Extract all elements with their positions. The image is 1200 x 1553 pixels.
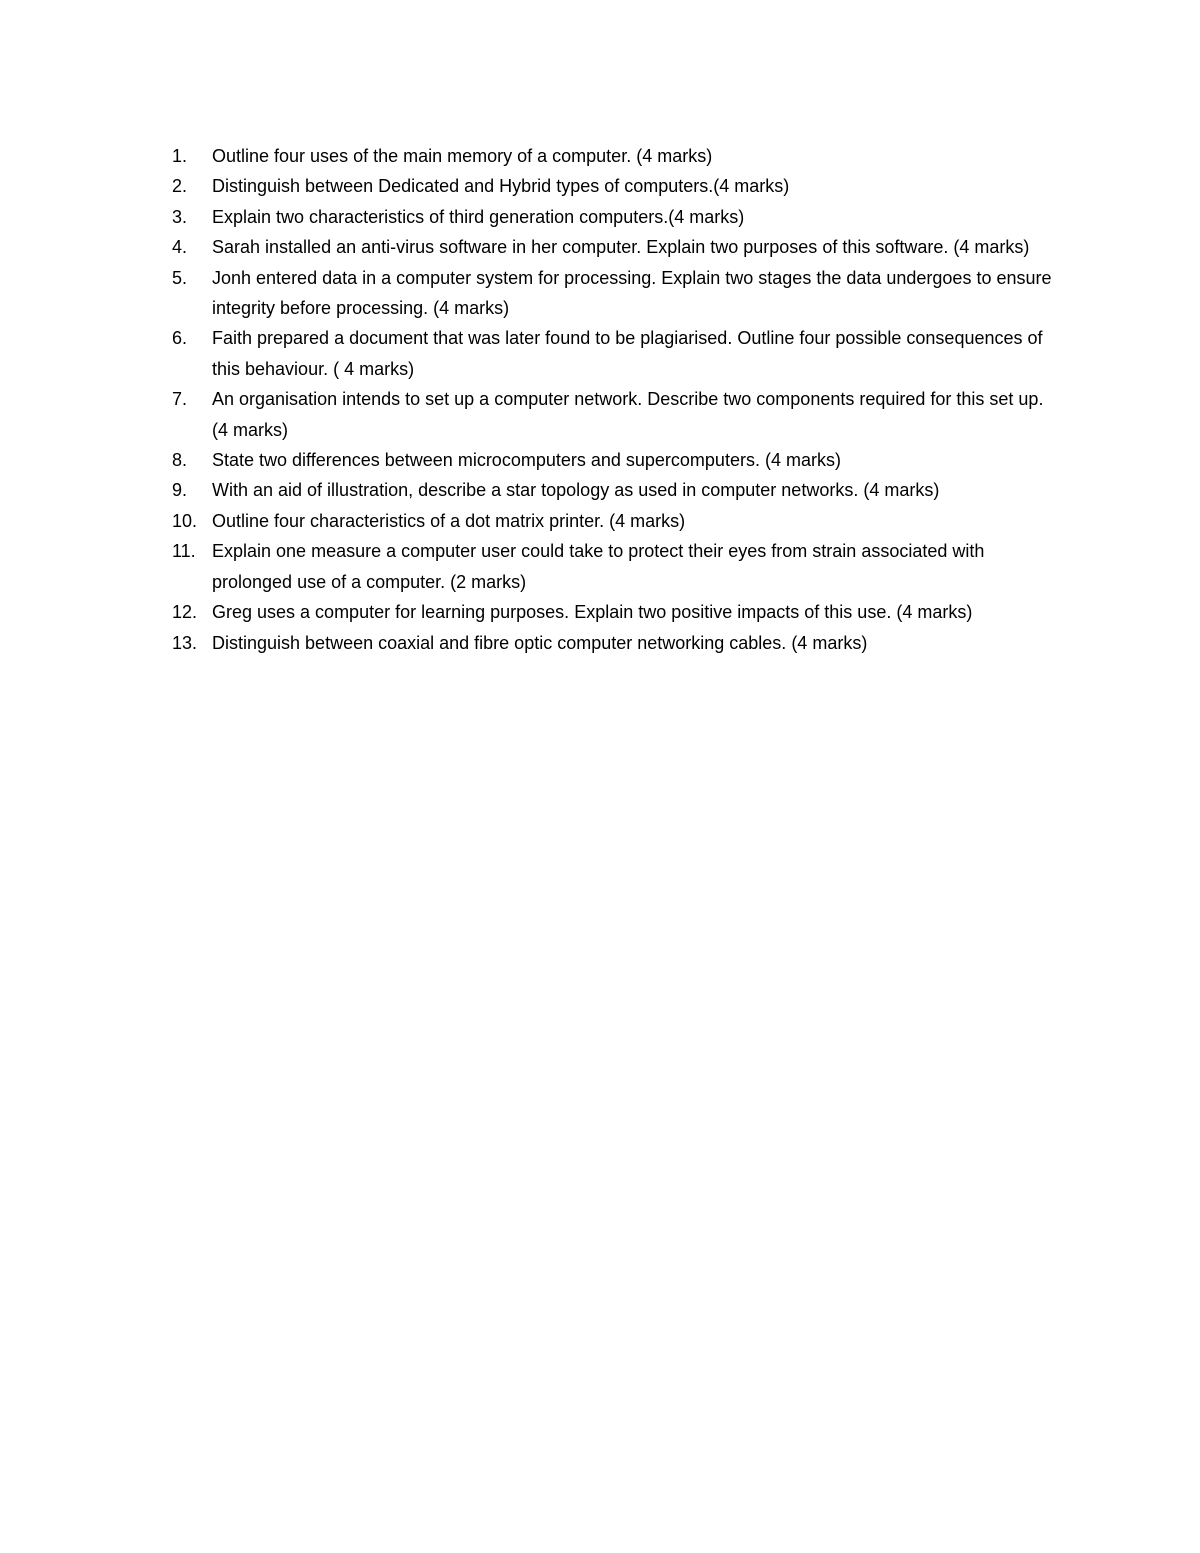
question-item bbox=[172, 232, 1052, 262]
question-item bbox=[172, 506, 1052, 536]
question-number: 13. bbox=[172, 632, 198, 653]
question-item bbox=[172, 475, 1052, 505]
question-number: 12. bbox=[172, 602, 198, 623]
question-item bbox=[172, 445, 1052, 475]
question-text: Jonh entered data in a computer system for processing. Explain two stages the data undergoes to ensure integrity before processing. (4 marks) bbox=[212, 267, 1052, 319]
question-number: 7. bbox=[172, 389, 188, 410]
question-item bbox=[172, 141, 1052, 171]
question-list bbox=[172, 141, 1052, 658]
question-text: Outline four uses of the main memory of a computer. (4 marks) bbox=[212, 146, 713, 166]
question-number: 1. bbox=[172, 146, 188, 166]
question-number: 3. bbox=[172, 206, 188, 227]
question-text: Explain two characteristics of third generation computers.(4 marks) bbox=[212, 206, 745, 227]
question-number: 11. bbox=[172, 541, 196, 562]
question-item bbox=[172, 202, 1052, 232]
question-item bbox=[172, 597, 1052, 627]
question-number: 6. bbox=[172, 328, 188, 349]
question-text: Distinguish between coaxial and fibre optic computer networking cables. (4 marks) bbox=[212, 632, 868, 653]
question-number: 2. bbox=[172, 176, 188, 197]
question-text: Explain one measure a computer user could take to protect their eyes from strain associated with prolonged use of a computer. (2 marks) bbox=[212, 541, 985, 592]
question-text: Greg uses a computer for learning purposes. Explain two positive impacts of this use. (4 marks) bbox=[212, 602, 973, 623]
question-text: Faith prepared a document that was later found to be plagiarised. Outline four possible consequences of this behaviour. ( 4 marks) bbox=[212, 328, 1043, 379]
question-number: 9. bbox=[172, 480, 188, 501]
question-text: An organisation intends to set up a computer network. Describe two components required for this set up. (4 marks) bbox=[212, 389, 1044, 440]
question-text: Outline four characteristics of a dot matrix printer. (4 marks) bbox=[212, 510, 686, 531]
question-text: Sarah installed an anti-virus software in her computer. Explain two purposes of this software. (4 marks) bbox=[212, 237, 1030, 258]
question-item bbox=[172, 628, 1052, 658]
question-item bbox=[172, 263, 1052, 324]
question-number: 4. bbox=[172, 237, 188, 258]
question-number: 10. bbox=[172, 510, 198, 531]
question-item bbox=[172, 384, 1052, 445]
question-number: 5. bbox=[172, 267, 188, 288]
question-item bbox=[172, 536, 1052, 597]
question-text: With an aid of illustration, describe a star topology as used in computer networks. (4 marks) bbox=[212, 480, 940, 501]
question-number: 8. bbox=[172, 450, 188, 471]
question-text: Distinguish between Dedicated and Hybrid types of computers.(4 marks) bbox=[212, 176, 790, 197]
question-item bbox=[172, 171, 1052, 201]
question-text: State two differences between microcomputers and supercomputers. (4 marks) bbox=[212, 450, 841, 471]
question-item bbox=[172, 323, 1052, 384]
